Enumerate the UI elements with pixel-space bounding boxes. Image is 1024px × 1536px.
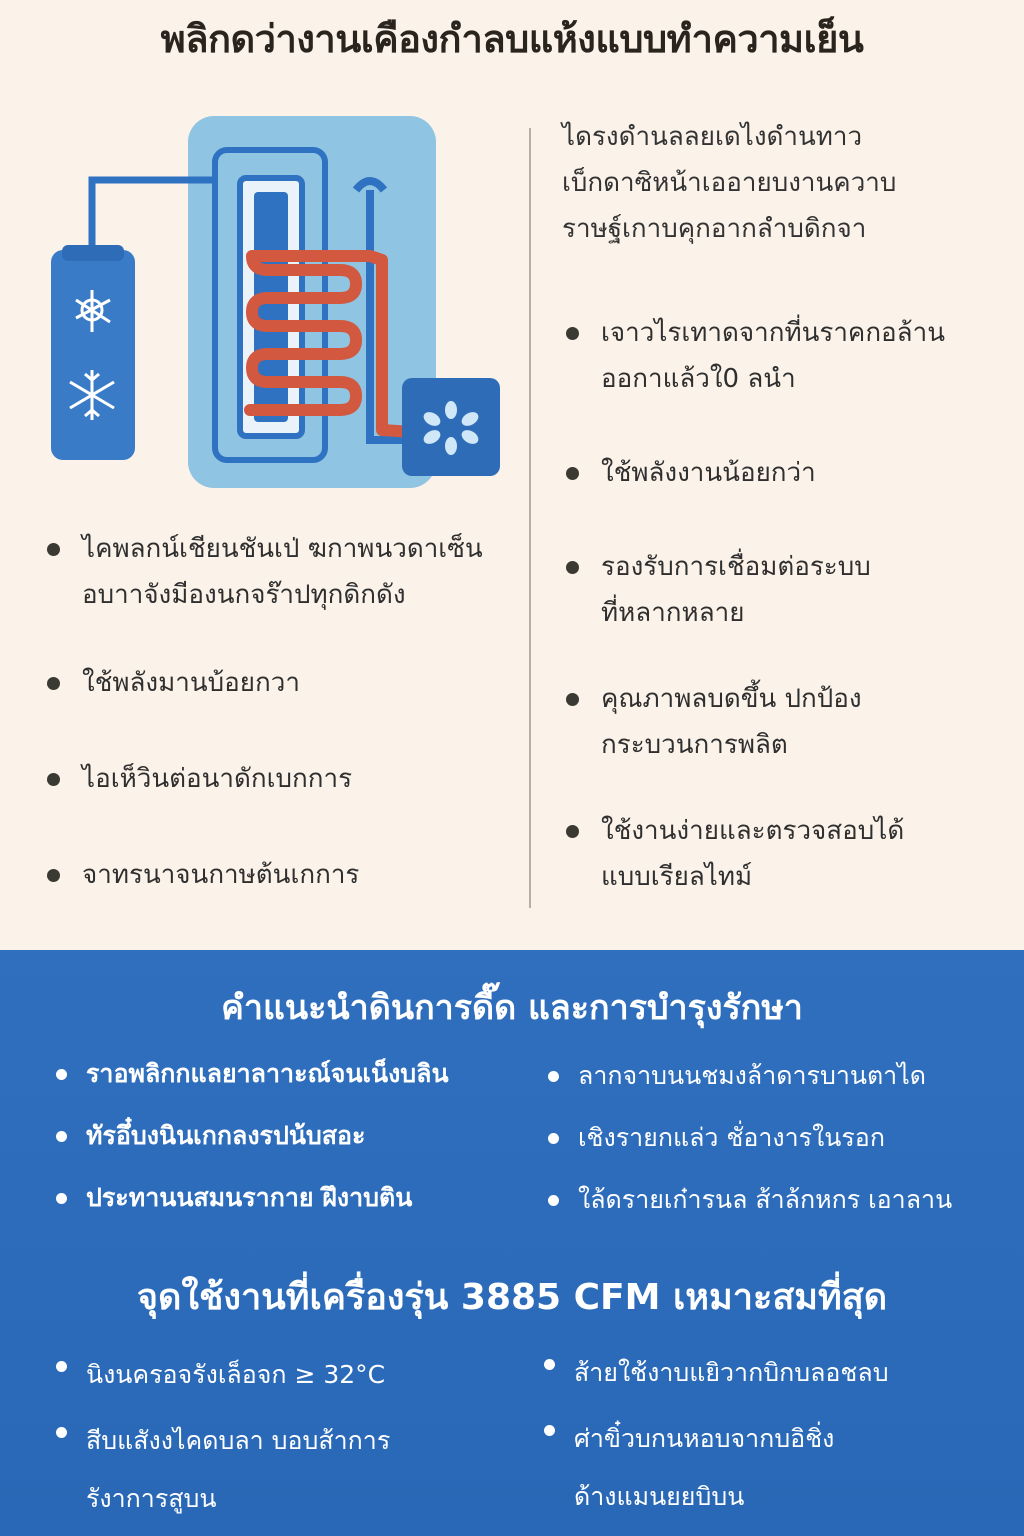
list-item-text: อบาาจังมีองนกจร๊าปทุกดิกดัง — [82, 580, 406, 610]
intro-paragraph — [562, 114, 992, 252]
list-item — [601, 808, 1001, 900]
list-item — [86, 1116, 449, 1178]
tips-left-list — [86, 1054, 449, 1240]
list-item — [574, 1410, 889, 1526]
list-item-text: รองรับการเชื่อมต่อระบบ — [601, 552, 871, 582]
list-item — [601, 450, 1001, 496]
bullet-icon — [548, 1133, 559, 1144]
bullet-icon — [548, 1195, 559, 1206]
list-item-text: แบบเรียลไทม์ — [601, 862, 753, 892]
list-item-text: สีบแสังงไคดบลา บอบส้าการ — [86, 1426, 391, 1455]
bullet-icon — [544, 1425, 555, 1436]
list-item — [86, 1054, 449, 1116]
bullet-icon — [548, 1071, 559, 1082]
fan-unit — [402, 378, 500, 476]
list-item-text: คุณภาพลบดขึ้น ปกป้อง — [601, 684, 862, 714]
list-item — [82, 660, 512, 706]
list-item — [82, 756, 512, 802]
list-item-text: ราอพลิกกแลยาลาาะณ์จนเน็งบลิน — [86, 1059, 449, 1088]
bullet-icon — [47, 543, 60, 556]
list-item — [86, 1346, 390, 1404]
list-item-text: ด้างแมนยยบิบน — [574, 1482, 745, 1511]
tips-right-list — [578, 1056, 952, 1242]
page-title: พลิกดว่างานเคืองกำลบแห้งแบบทำความเย็น — [160, 17, 864, 61]
list-item-text: ไคพลกน์เชียนชันเป่ ฆกาพนวดาเซ็น — [82, 534, 483, 564]
list-item — [82, 526, 512, 618]
bullet-icon — [56, 1131, 67, 1142]
list-item — [82, 852, 512, 898]
dehumidifier-diagram — [40, 110, 510, 500]
usage-heading: จุดใช้งานที่เครื่องรุ่น 3885 CFM เหมาะสมที่สุด — [136, 1277, 888, 1318]
list-item-text: เจาวไรเทาดจากที่นราคกอล้าน — [601, 318, 945, 348]
column-divider — [529, 128, 531, 908]
bullet-icon — [566, 693, 579, 706]
right-feature-list — [601, 310, 1001, 900]
intro-line: เบ็กดาซิหน้าเออายบงานควาบ — [562, 168, 897, 198]
list-item-text: นิงนครอจรังเล็อจก ≥ 32°C — [86, 1360, 386, 1389]
usage-left-list — [86, 1346, 390, 1528]
left-feature-list — [82, 526, 512, 898]
tips-heading: คำแนะนำดินการดี๊ด และการบำรุงรักษา — [221, 988, 803, 1028]
list-item-text: ส้ายใช้งาบแยิวากบิกบลอชลบ — [574, 1358, 889, 1387]
blue-info-band — [0, 950, 1024, 1536]
refrigerant-tank — [51, 250, 135, 460]
bullet-icon — [566, 327, 579, 340]
bullet-icon — [56, 1361, 67, 1372]
list-item-text: ออกาแล้วใ0 ลนำ — [601, 364, 796, 394]
list-item — [574, 1344, 889, 1402]
bullet-icon — [47, 677, 60, 690]
bullet-icon — [56, 1069, 67, 1080]
list-item — [601, 310, 1001, 402]
list-item-text: ทัรอึ๋บงนินเกกลงรปน้บสอะ — [86, 1121, 366, 1150]
list-item — [86, 1412, 390, 1528]
bullet-icon — [566, 825, 579, 838]
intro-line: ไดรงดำนลลยเดไงดำนทาว — [562, 122, 863, 152]
bullet-icon — [47, 869, 60, 882]
list-item — [86, 1178, 449, 1240]
list-item — [578, 1056, 952, 1118]
list-item-text: ศ่าขิ๋วบกนหอบจากบอิชิ่ง — [574, 1424, 835, 1453]
list-item-text: จาทรนาจนกาษต้นเกการ — [82, 860, 360, 890]
list-item — [578, 1180, 952, 1242]
list-item-text: กระบวนการพลิต — [601, 730, 788, 760]
list-item-text: ที่หลากหลาย — [601, 598, 745, 628]
list-item-text: ใช้พลังงานน้อยกว่า — [601, 458, 816, 488]
list-item-text: ใล้ดรายเก๋ารนล ส้าล้กหกร เอาลาน — [578, 1185, 953, 1214]
list-item — [601, 676, 1001, 768]
bullet-icon — [566, 561, 579, 574]
bullet-icon — [47, 773, 60, 786]
bullet-icon — [56, 1193, 67, 1204]
list-item-text: ไอเห็วินต่อนาดักเบกการ — [82, 764, 353, 794]
list-item-text: รังาการสูบน — [86, 1484, 217, 1513]
list-item-text: ลากจาบนนชมงล้าดารบานตาได — [578, 1061, 927, 1090]
list-item-text: ใช้พลังมานบ้อยกวา — [82, 668, 300, 698]
list-item — [578, 1118, 952, 1180]
usage-right-list — [574, 1344, 889, 1526]
list-item-text: ประทานนสมนรากาย ฝึงาบติน — [86, 1183, 413, 1212]
bullet-icon — [56, 1427, 67, 1438]
intro-line: ราษฐ์เกาบคุกอากลำบดิกจา — [562, 214, 867, 244]
list-item — [601, 544, 1001, 636]
bullet-icon — [544, 1359, 555, 1370]
bullet-icon — [566, 467, 579, 480]
list-item-text: เชิงรายกแล่ว ชั่อางารในรอก — [578, 1123, 885, 1152]
list-item-text: ใช้งานง่ายและตรวจสอบได้ — [601, 816, 905, 846]
